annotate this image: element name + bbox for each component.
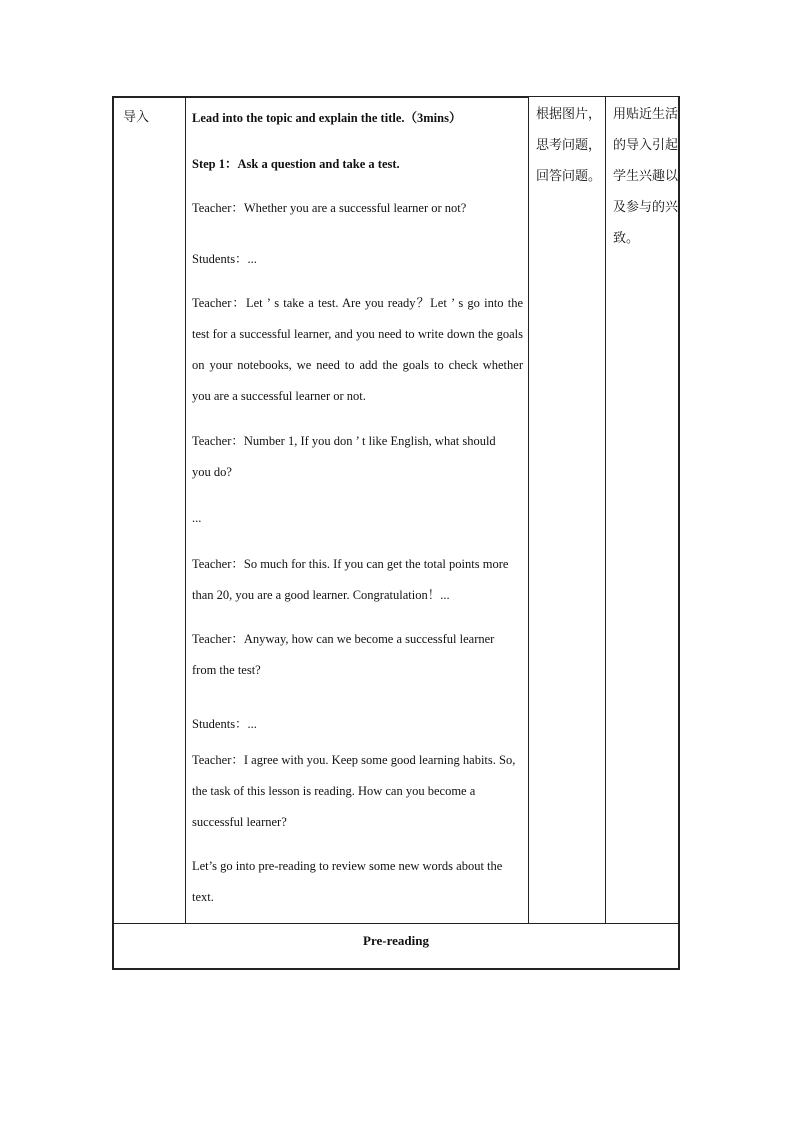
lead-in-row (112, 96, 680, 924)
dialogue-line: Students：... (192, 252, 257, 266)
stage-cell (112, 96, 186, 924)
dialogue-line: Teacher：I agree with you. Keep some good learning habits. So, the task of this lesson is reading. How can you become a successful learner? (192, 753, 516, 829)
step1-heading: Step 1：Ask a question and take a test. (192, 157, 400, 171)
design-intent-text: 用贴近生活的导入引起学生兴趣以及参与的兴致。 (613, 107, 679, 246)
stage-label: 导入 (123, 109, 150, 124)
procedure-cell (185, 96, 529, 924)
dialogue-line: Students：... (192, 717, 257, 731)
dialogue-line: Teacher：Number 1, If you don ’ t like English, what should you do? (192, 434, 496, 479)
student-activity-cell (528, 96, 606, 924)
dialogue-line: Teacher：Anyway, how can we become a successful learner from the test? (192, 632, 495, 677)
dialogue-line: ... (192, 511, 202, 525)
dialogue-line: Teacher：Whether you are a successful learner or not? (192, 201, 467, 215)
dialogue-line: Let’s go into pre-reading to review some new words about the text. (192, 859, 503, 904)
design-intent-cell (605, 96, 680, 924)
dialogue-line: Teacher：Let ’ s take a test. Are you ready？Let ’ s go into the test for a successful learner, and you need to write down the goals on your notebooks, we need to add the goals to check whether you are a successful learner or not. (192, 296, 523, 403)
dialogue-line: Teacher：So much for this. If you can get the total points more than 20, you are a good learner. Congratulation！... (192, 557, 509, 602)
pre-reading-row (112, 923, 680, 970)
student-activity-text: 根据图片，思考问题，回答问题。 (536, 107, 602, 184)
procedure-heading: Lead into the topic and explain the title.（3mins） (192, 111, 462, 125)
pre-reading-label: Pre-reading (363, 933, 429, 948)
